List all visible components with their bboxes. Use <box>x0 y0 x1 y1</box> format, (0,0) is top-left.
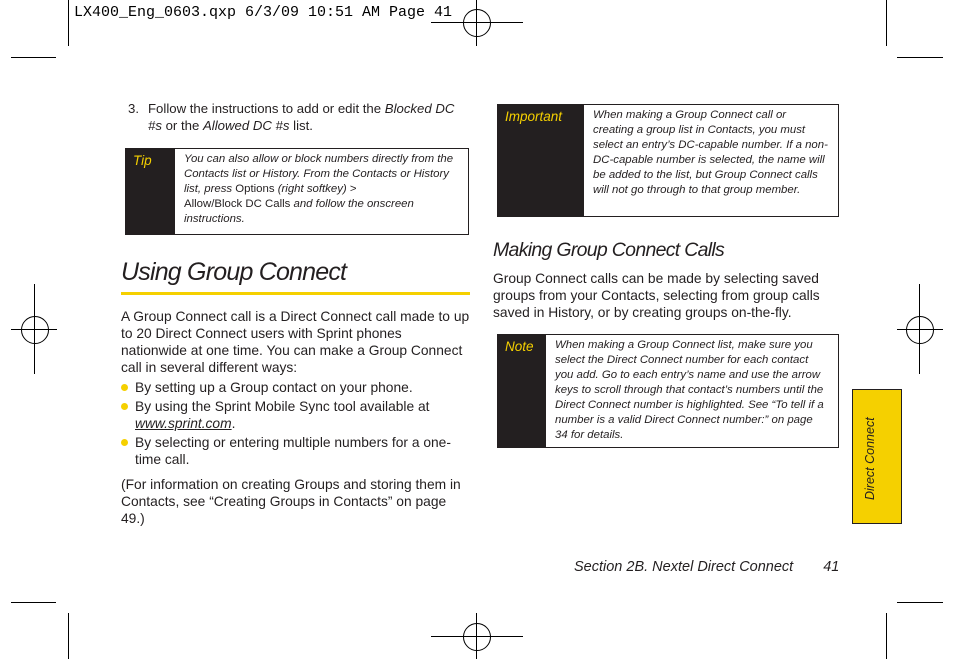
page-footer <box>574 559 839 575</box>
step-number: 3. <box>128 101 139 116</box>
important-callout <box>497 104 839 217</box>
using-body <box>121 308 471 527</box>
section-heading: Using Group Connect <box>121 258 347 286</box>
side-tab <box>852 389 902 524</box>
bullet-dot-icon <box>121 384 128 391</box>
important-text: When making a Group Connect call or creating a group list in Contacts, you must select an entry’s DC-capable number. If a non-DC-capable number is selected, the name will be added to the list, but Group Connect calls will not go through to that group member. <box>593 109 828 196</box>
bullet-list <box>121 379 471 468</box>
note-callout <box>497 334 839 448</box>
subsection-heading: Making Group Connect Calls <box>493 239 725 261</box>
tip-label: Tip <box>126 149 175 234</box>
closing-paragraph: (For information on creating Groups and storing them in Contacts, see “Creating Groups in Contacts” on page 49.) <box>121 477 461 526</box>
step-text: Follow the instructions to add or edit the Blocked DC #s or the Allowed DC #s list. <box>148 101 455 133</box>
heading-rule <box>121 292 470 295</box>
tip-text: You can also allow or block numbers directly from the Contacts list or History. From the Contacts or History list, press Options (right softkey) > Allow/Block DC Calls and follow the onscreen instructions. <box>184 153 454 225</box>
important-label: Important <box>498 105 584 216</box>
making-paragraph: Group Connect calls can be made by selecting saved groups from your Contacts, selecting from group calls saved in History, or by creating groups on-the-fly. <box>493 271 820 320</box>
list-item: By setting up a Group contact on your phone. <box>121 379 471 396</box>
page-number: 41 <box>823 559 840 575</box>
note-text: When making a Group Connect list, make sure you select the Direct Connect number for each contact you add. Go to each entry’s name and use the arrow keys to scroll through that contact’s numbers until the Direct Connect number is highlighted. See “To tell if a number is a valid Direct Connect number:” on page 34 for details. <box>555 339 824 441</box>
list-item: By selecting or entering multiple numbers for a one-time call. <box>121 434 471 468</box>
step-3 <box>128 100 458 134</box>
intro-paragraph: A Group Connect call is a Direct Connect call made to up to 20 Direct Connect users with Sprint phones nationwide at one time. You can make a Group Connect call in several different ways: <box>121 309 470 375</box>
list-item: By using the Sprint Mobile Sync tool available at www.sprint.com. <box>121 398 471 432</box>
tip-callout <box>125 148 469 235</box>
bullet-dot-icon <box>121 439 128 446</box>
footer-section: Section 2B. Nextel Direct Connect <box>574 559 794 575</box>
print-slug: LX400_Eng_0603.qxp 6/3/09 10:51 AM Page 41 <box>74 4 453 21</box>
side-tab-label: Direct Connect <box>863 417 877 500</box>
sprint-link[interactable]: www.sprint.com <box>135 416 232 431</box>
bullet-dot-icon <box>121 403 128 410</box>
note-label: Note <box>498 335 546 447</box>
